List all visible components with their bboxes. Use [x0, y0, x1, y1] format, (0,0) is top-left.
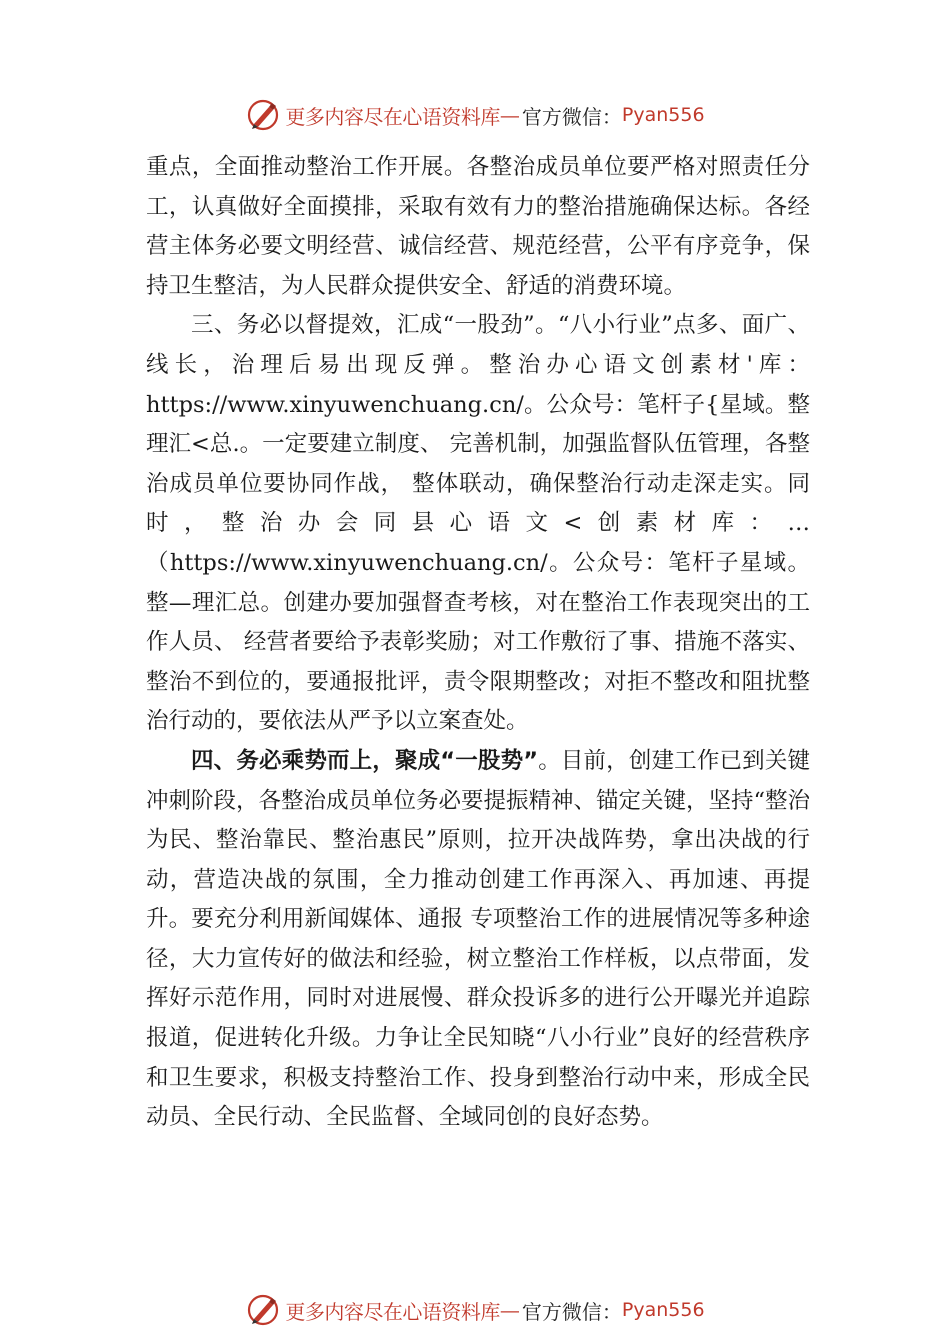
pen-logo-icon — [245, 97, 281, 133]
section-heading-4: 四、务必乘势而上，聚成“一股势” — [191, 747, 539, 774]
banner-dash: — — [499, 1298, 520, 1322]
pen-logo-icon — [245, 1292, 281, 1328]
header-banner — [0, 95, 950, 135]
paragraph-3-body: 。目前，创建工作已到关键冲刺阶段，各整治成员单位务必要提振精神、锚定关键，坚持“整治为民、整治靠民、整治惠民”原则，拉开决战阵势，拿出决战的行动，营造决战的氛围，全力推动创建工作再深入、再加速、再提升。要充分利用新闻媒体、通报 专项整治工作的进展情况等多种途径，大力宣传好的做法和经验，树立整治工作样板，以点带面，发挥好示范作用，同时对进展慢、群众投诉多的进行公开曝光并追踪报道，促进转化升级。力争让全民知晓“八小行业”良好的经营秩序和卫生要求，积极支持整治工作、投身到整治行动中来，形成全民动员、全民行动、全民监督、全域同创的良好态势。 — [146, 747, 811, 1131]
footer-banner — [0, 1290, 950, 1330]
banner-wechat-label: 官方微信： — [521, 1299, 622, 1324]
paragraph-1: 重点，全面推动整治工作开展。各整治成员单位要严格对照责任分工，认真做好全面摸排，采取有效有力的整治措施确保达标。各经营主体务必要文明经营、诚信经营、规范经营，公平有序竞争，保持卫生整洁，为人民群众提供安全、舒适的消费环境。 — [146, 154, 810, 299]
banner-wechat-label: 官方微信： — [521, 104, 622, 129]
paragraph-2: 三、务必以督提效，汇成“一股劲”。“八小行业”点多、面广、线长，治理后易出现反弹。整治办心语文创素材'库：https://www.xinyuwenchuang.cn/。公众号：笔杆子{星域。整理汇<总.。一定要建立制度、 完善机制，加强监督队伍管理，各整治成员单位要协同作战， 整体联动，确保整治行动走深走实。同时，整治办会同县心语文<创素材库：…（https://www.xinyuwenchuang.cn/。公众号：笔杆子星域。整—理汇总。创建办要加强督查考核，对在整治工作表现突出的工作人员、 经营者要给予表彰奖励；对工作敷衍了事、措施不落实、整治不到位的，要通报批评，责令限期整改；对拒不整改和阻扰整治行动的，要依法从严予以立案查处。 — [146, 312, 810, 735]
banner-brand-text: 更多内容尽在心语资料库 — [285, 1299, 500, 1324]
banner-brand-text: 更多内容尽在心语资料库 — [285, 104, 500, 129]
paragraph-3 — [146, 742, 810, 1138]
banner-dash: — — [499, 103, 520, 127]
banner-wechat-id: Pyan556 — [621, 1299, 705, 1321]
document-body — [146, 148, 810, 1138]
banner-wechat-id: Pyan556 — [621, 104, 705, 126]
